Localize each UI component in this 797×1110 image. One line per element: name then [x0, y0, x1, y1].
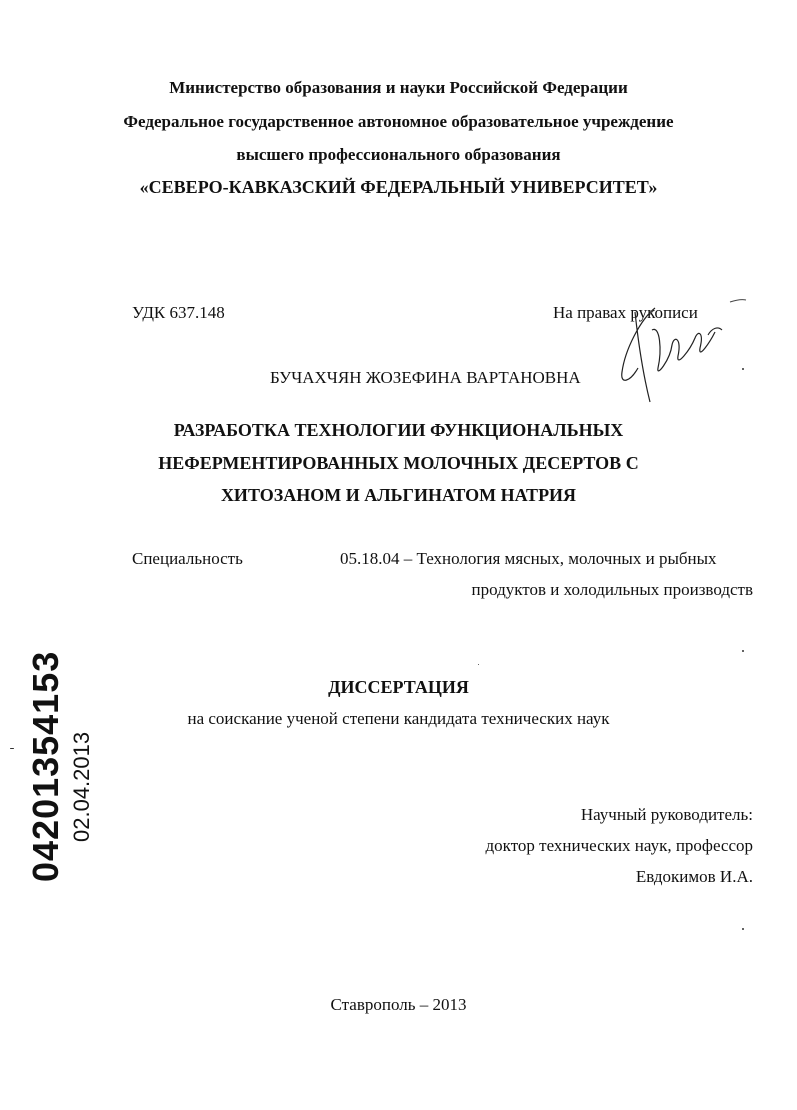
specialty-description: продуктов и холодильных производств	[471, 580, 753, 599]
scan-speck	[742, 368, 744, 370]
title-line-3: ХИТОЗАНОМ И АЛЬГИНАТОМ НАТРИЯ	[220, 485, 577, 505]
udk-code: УДК 637.148	[132, 303, 225, 322]
city-year: Ставрополь – 2013	[330, 995, 467, 1014]
work-type: ДИССЕРТАЦИЯ	[328, 677, 469, 697]
supervisor-degree: доктор технических наук, профессор	[485, 836, 753, 855]
scan-speck	[742, 650, 744, 652]
university-name: «СЕВЕРО-КАВКАЗСКИЙ ФЕДЕРАЛЬНЫЙ УНИВЕРСИТЕТ»	[139, 177, 658, 197]
education-line: высшего профессионального образования	[236, 145, 561, 164]
specialty-code: 05.18.04 – Технология мясных, молочных и рыбных	[340, 549, 717, 568]
institution-line: Федеральное государственное автономное образовательное учреждение	[123, 112, 674, 131]
scan-speck	[478, 664, 479, 665]
manuscript-rights: На правах рукописи	[553, 303, 698, 322]
supervisor-name: Евдокимов И.А.	[635, 867, 753, 886]
title-line-2: НЕФЕРМЕНТИРОВАННЫХ МОЛОЧНЫХ ДЕСЕРТОВ С	[158, 453, 639, 473]
supervisor-label: Научный руководитель:	[580, 805, 753, 824]
scan-speck	[10, 748, 14, 749]
scan-speck	[742, 928, 744, 930]
title-line-1: РАЗРАБОТКА ТЕХНОЛОГИИ ФУНКЦИОНАЛЬНЫХ	[173, 420, 624, 440]
signature	[600, 290, 750, 420]
author-name: БУЧАХЧЯН ЖОЗЕФИНА ВАРТАНОВНА	[270, 368, 581, 387]
ministry-line: Министерство образования и науки Российской Федерации	[169, 78, 628, 97]
registration-date: 02.04.2013	[69, 731, 94, 842]
work-purpose: на соискание ученой степени кандидата технических наук	[187, 709, 610, 728]
registration-number: 04201354153	[25, 650, 66, 882]
specialty-label: Специальность	[132, 549, 243, 568]
